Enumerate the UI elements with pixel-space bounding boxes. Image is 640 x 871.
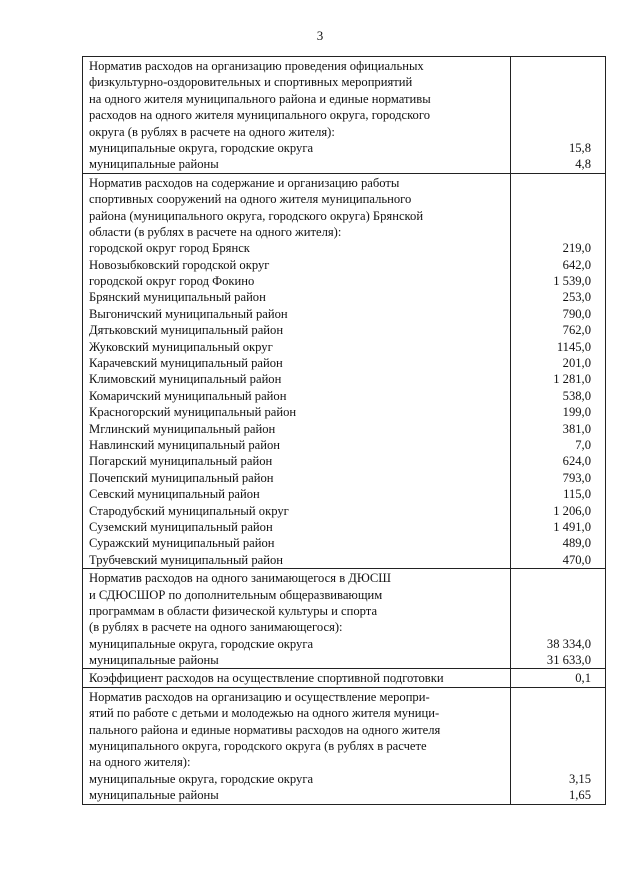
row-value: 7,0 <box>575 437 591 452</box>
section-heading-line: Норматив расходов на одного занимающегося в ДЮСШ <box>89 571 391 586</box>
row-value: 793,0 <box>562 470 591 485</box>
page-number: 3 <box>316 28 324 43</box>
blank-value <box>511 619 591 635</box>
row-label: Комаричский муниципальный район <box>89 388 287 403</box>
section-row <box>83 57 606 174</box>
blank-value <box>511 722 591 738</box>
section-text-cell <box>83 173 511 568</box>
row-value: 199,0 <box>562 405 591 420</box>
row-label: городской округ город Брянск <box>89 241 250 256</box>
section-heading-line: района (муниципального округа, городского округа) Брянской <box>89 208 424 223</box>
section-value-cell <box>511 669 606 687</box>
row-value: 0,1 <box>575 671 591 686</box>
row-value: 642,0 <box>562 257 591 272</box>
row-value: 538,0 <box>562 388 591 403</box>
row-value: 1 206,0 <box>553 503 591 518</box>
section-heading-line: на одного жителя): <box>89 755 191 770</box>
row-value: 1,65 <box>568 788 591 803</box>
blank-value <box>511 175 591 191</box>
section-heading-line: Норматив расходов на организацию и осуществление меропри- <box>89 689 430 704</box>
section-heading-line: на одного жителя муниципального района и единые нормативы <box>89 91 431 106</box>
section-text-cell <box>83 669 511 687</box>
row-label: Коэффициент расходов на осуществление спортивной подготовки <box>89 671 444 686</box>
row-label: Мглинский муниципальный район <box>89 421 276 436</box>
section-heading-line: Норматив расходов на содержание и организацию работы <box>89 175 400 190</box>
section-heading-line: и СДЮСШОР по дополнительным общеразвивающим <box>89 587 383 602</box>
section-heading-line: программам в области физической культуры и спорта <box>89 603 378 618</box>
row-value: 381,0 <box>562 421 591 436</box>
blank-value <box>511 107 591 123</box>
row-value: 1 491,0 <box>553 519 591 534</box>
row-value: 201,0 <box>562 356 591 371</box>
row-label: Жуковский муниципальный округ <box>89 339 273 354</box>
row-label: муниципальные районы <box>89 653 219 668</box>
row-label: муниципальные районы <box>89 157 219 172</box>
blank-value <box>511 754 591 770</box>
row-label: Выгоничский муниципальный район <box>89 306 288 321</box>
row-value: 31 633,0 <box>546 653 591 668</box>
blank-value <box>511 570 591 586</box>
row-value: 1 539,0 <box>553 274 591 289</box>
row-value: 489,0 <box>562 536 591 551</box>
section-text-cell <box>83 57 511 174</box>
section-heading-line: пального района и единые нормативы расходов на одного жителя <box>89 722 441 737</box>
row-label: муниципальные округа, городские округа <box>89 771 314 786</box>
blank-value <box>511 587 591 603</box>
row-value: 470,0 <box>562 552 591 567</box>
section-value-cell <box>511 569 606 669</box>
row-value: 790,0 <box>562 306 591 321</box>
row-label: Новозыбковский городской округ <box>89 257 270 272</box>
section-heading-line: области (в рублях в расчете на одного жителя): <box>89 224 342 239</box>
row-label: Брянский муниципальный район <box>89 290 266 305</box>
row-label: Суземский муниципальный район <box>89 519 273 534</box>
section-value-cell <box>511 687 606 804</box>
section-text-cell <box>83 687 511 804</box>
row-label: Дятьковский муниципальный район <box>89 323 284 338</box>
row-label: Стародубский муниципальный округ <box>89 503 289 518</box>
section-row <box>83 569 606 669</box>
section-heading-line: (в рублях в расчете на одного занимающегося): <box>89 620 343 635</box>
blank-value <box>511 603 591 619</box>
section-value-cell <box>511 173 606 568</box>
row-label: муниципальные округа, городские округа <box>89 636 314 651</box>
section-heading-line: расходов на одного жителя муниципального округа, городского <box>89 108 430 123</box>
blank-value <box>511 124 591 140</box>
section-heading-line: ятий по работе с детьми и молодежью на одного жителя муници- <box>89 706 440 721</box>
section-value-cell <box>511 57 606 174</box>
section-row <box>83 669 606 687</box>
row-value: 3,15 <box>568 771 591 786</box>
row-value: 253,0 <box>562 290 591 305</box>
blank-value <box>511 689 591 705</box>
row-label: Севский муниципальный район <box>89 487 260 502</box>
row-label: муниципальные районы <box>89 788 219 803</box>
blank-value <box>511 58 591 74</box>
row-label: городской округ город Фокино <box>89 274 255 289</box>
blank-value <box>511 738 591 754</box>
row-value: 15,8 <box>568 140 591 155</box>
row-label: Погарский муниципальный район <box>89 454 273 469</box>
row-label: Суражский муниципальный район <box>89 536 275 551</box>
section-row <box>83 173 606 568</box>
blank-value <box>511 74 591 90</box>
row-label: Трубчевский муниципальный район <box>89 552 283 567</box>
row-value: 115,0 <box>563 487 591 502</box>
blank-value <box>511 208 591 224</box>
row-value: 1 281,0 <box>553 372 591 387</box>
row-label: Красногорский муниципальный район <box>89 405 297 420</box>
section-heading-line: муниципального округа, городского округа (в рублях в расчете <box>89 739 427 754</box>
row-value: 4,8 <box>575 157 591 172</box>
row-value: 1145,0 <box>556 339 591 354</box>
row-label: Климовский муниципальный район <box>89 372 282 387</box>
section-text-cell <box>83 569 511 669</box>
blank-value <box>511 705 591 721</box>
section-heading-line: спортивных сооружений на одного жителя муниципального <box>89 192 412 207</box>
row-value: 219,0 <box>562 241 591 256</box>
row-label: Почепский муниципальный район <box>89 470 274 485</box>
row-value: 38 334,0 <box>546 636 591 651</box>
row-label: Карачевский муниципальный район <box>89 356 283 371</box>
section-heading-line: Норматив расходов на организацию проведения официальных <box>89 59 424 73</box>
norms-table <box>82 56 606 805</box>
blank-value <box>511 191 591 207</box>
row-value: 624,0 <box>562 454 591 469</box>
row-label: Навлинский муниципальный район <box>89 437 281 452</box>
section-heading-line: округа (в рублях в расчете на одного жителя): <box>89 124 335 139</box>
blank-value <box>511 91 591 107</box>
row-value: 762,0 <box>562 323 591 338</box>
section-row <box>83 687 606 804</box>
blank-value <box>511 224 591 240</box>
section-heading-line: физкультурно-оздоровительных и спортивных мероприятий <box>89 75 413 90</box>
row-label: муниципальные округа, городские округа <box>89 140 314 155</box>
